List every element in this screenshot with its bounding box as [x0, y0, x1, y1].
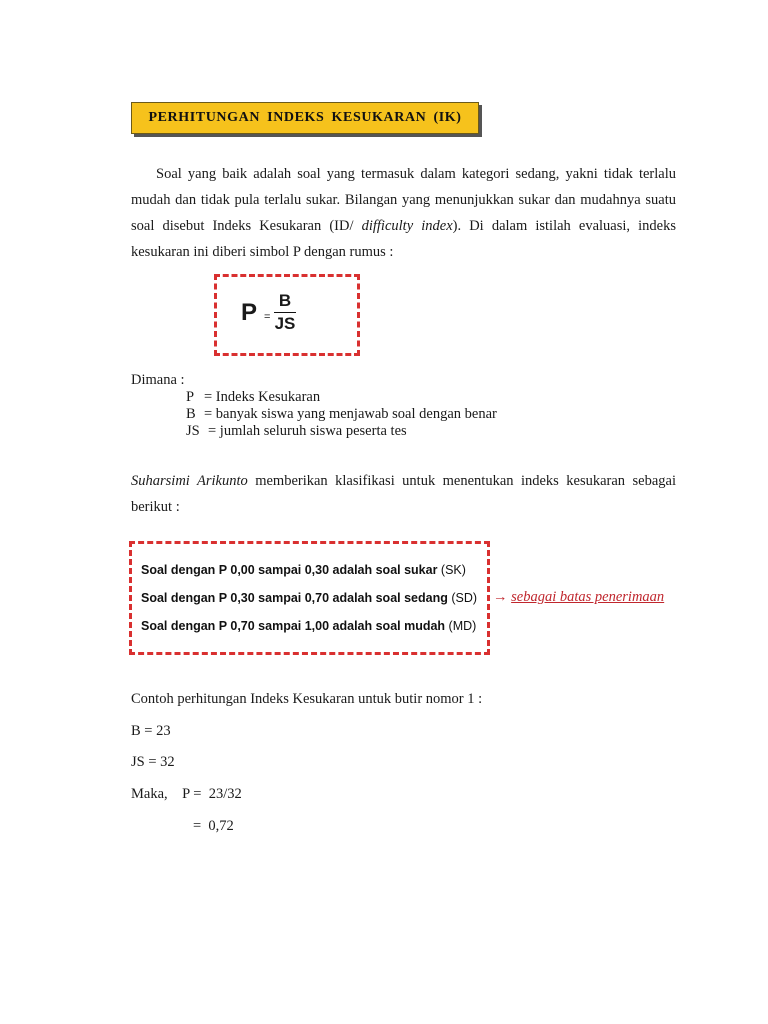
definition-text: = banyak siswa yang menjawab soal dengan benar [204, 406, 497, 422]
example-b-value: B = 23 [131, 723, 171, 739]
classification-item [141, 591, 477, 605]
section-title-box [131, 102, 479, 134]
definition-item [186, 423, 407, 440]
definition-symbol: JS [186, 423, 200, 439]
intro-text-after: ). Di dalam istilah evaluasi, indeks kesukaran ini diberi simbol P dengan rumus : [131, 218, 676, 260]
classification-item-text: Soal dengan P 0,00 sampai 0,30 adalah soal sukar [141, 563, 438, 577]
formula-numerator: B [278, 291, 292, 310]
classification-item-text: Soal dengan P 0,30 sampai 0,70 adalah soal sedang [141, 591, 448, 605]
example-result: = 0,72 [193, 818, 234, 834]
acceptance-note [493, 589, 664, 606]
definition-text: = jumlah seluruh siswa peserta tes [208, 423, 407, 439]
formula-equals: = [264, 311, 271, 323]
intro-text-before: Soal yang baik adalah soal yang termasuk dalam kategori sedang, yakni tidak terlalu mudah dan tidak pula terlalu sukar. Bilangan yang menunjukkan sukar dan mudahnya suatu soal disebut Indeks Kesukaran (ID/ [131, 166, 676, 234]
intro-paragraph [131, 161, 676, 265]
classification-item-code: (SK) [437, 563, 466, 577]
classification-intro [131, 468, 676, 520]
intro-italic-term: difficulty index [361, 218, 453, 234]
acceptance-note-text: sebagai batas penerimaan [511, 589, 665, 605]
example-heading: Contoh perhitungan Indeks Kesukaran untuk butir nomor 1 : [131, 691, 483, 707]
classification-box [129, 541, 490, 655]
formula-denominator: JS [274, 314, 296, 333]
arrow-right-icon: → [493, 589, 512, 605]
definition-item [186, 389, 320, 406]
example-maka-line: Maka, P = 23/32 [131, 786, 242, 802]
definition-item [186, 406, 497, 423]
formula-box [214, 274, 360, 356]
classification-item-code: (MD) [445, 619, 477, 633]
definition-symbol: P [186, 389, 195, 405]
classification-item-text: Soal dengan P 0,70 sampai 1,00 adalah soal mudah [141, 619, 446, 633]
classification-item [141, 563, 466, 577]
formula-fraction [274, 291, 296, 334]
classification-author: Suharsimi Arikunto [131, 473, 248, 489]
formula-fraction-bar [274, 312, 296, 313]
definition-text: = Indeks Kesukaran [204, 389, 321, 405]
definition-symbol: B [186, 406, 196, 422]
example-js-value: JS = 32 [131, 754, 175, 770]
classification-item-code: (SD) [447, 591, 478, 605]
formula-lhs: P [241, 299, 258, 326]
classification-intro-text: memberikan klasifikasi untuk menentukan indeks kesukaran sebagai berikut : [131, 473, 676, 515]
classification-item [141, 619, 476, 633]
definitions-heading: Dimana : [131, 372, 185, 388]
section-title: PERHITUNGAN INDEKS KESUKARAN (IK) [148, 110, 462, 125]
